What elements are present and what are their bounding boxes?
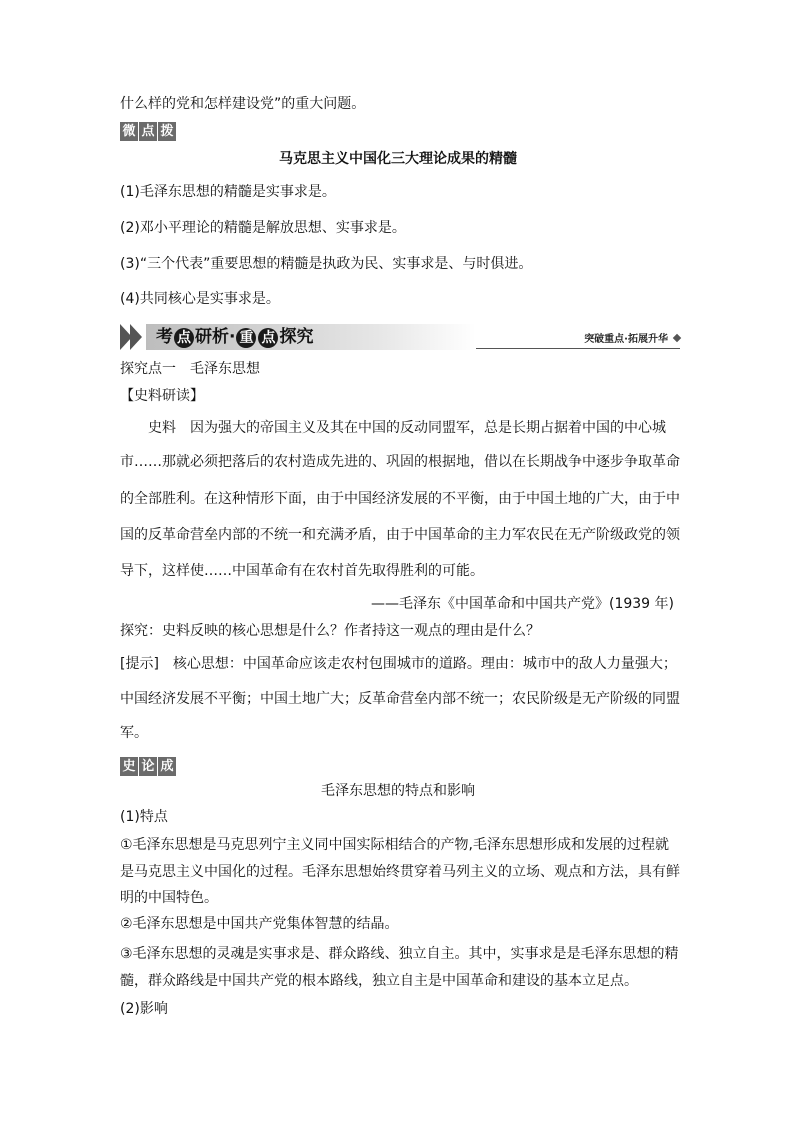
feature-line: ②毛泽东思想是中国共产党集体智慧的结晶。	[120, 916, 399, 932]
banner-title: 考 点 研析· 重 点 探究	[146, 324, 476, 350]
question: 探究：史料反映的核心思想是什么？作者持这一观点的理由是什么？	[120, 623, 540, 639]
source-line: 导下，这样使……中国革命有在农村首先取得胜利的可能。	[120, 563, 484, 579]
source-line: 的全部胜利。在这种情形下面，由于中国经济发展的不平衡，由于中国土地的广大，由于中	[120, 491, 680, 507]
tag-char: 微	[120, 122, 138, 141]
source-line: 史料 因为强大的帝国主义及其在中国的反动同盟军，总是长期占据着中国的中心城	[148, 420, 666, 436]
tag-char: 点	[139, 122, 157, 141]
tag-char: 论	[139, 757, 157, 776]
chevron-icon	[130, 324, 142, 350]
feature-line: ①毛泽东思想是马克思列宁主义同中国实际相结合的产物,毛泽东思想形成和发展的过程就	[120, 837, 669, 853]
top-line: 什么样的党和怎样建设党”的重大问题。	[120, 96, 366, 112]
history-theory-tag	[120, 757, 176, 776]
hint-line: [提示] 核心思想：中国革命应该走农村包围城市的道路。理由：城市中的敌人力量强大；	[120, 656, 677, 672]
sub-heading: (2)影响	[120, 1001, 168, 1017]
point-item: (1)毛泽东思想的精髓是实事求是。	[120, 184, 336, 200]
diamond-icon	[673, 334, 681, 342]
point-item: (3)“三个代表”重要思想的精髓是执政为民、实事求是、与时俱进。	[120, 256, 533, 272]
feature-line: 是马克思主义中国化的过程。毛泽东思想始终贯穿着马列主义的立场、观点和方法，具有鲜	[120, 864, 680, 880]
banner-rule	[476, 348, 680, 349]
section-banner	[120, 322, 680, 352]
point-item: (2)邓小平理论的精髓是解放思想、实事求是。	[120, 220, 406, 236]
source-heading: 【史料研读】	[120, 388, 204, 404]
source-citation: ——毛泽东《中国革命和中国共产党》(1939 年)	[370, 596, 674, 612]
banner-right-text: 突破重点·拓展升华	[584, 334, 668, 345]
circle-char: 点	[174, 328, 194, 348]
box-title: 马克思主义中国化三大理论成果的精髓	[279, 151, 517, 167]
box2-title: 毛泽东思想的特点和影响	[321, 783, 475, 799]
feature-line: 明的中国特色。	[120, 890, 218, 906]
tag-char: 成	[158, 757, 176, 776]
tag-char: 史	[120, 757, 138, 776]
micro-point-tag	[120, 122, 176, 141]
source-line: 国的反革命营垒内部的不统一和充满矛盾，由于中国革命的主力军农民在无产阶级政党的领	[120, 527, 680, 543]
point-item: (4)共同核心是实事求是。	[120, 291, 280, 307]
explore-point-heading: 探究点一 毛泽东思想	[120, 361, 260, 377]
hint-line: 军。	[120, 725, 148, 741]
feature-line: ③毛泽东思想的灵魂是实事求是、群众路线、独立自主。其中，实事求是是毛泽东思想的精	[120, 946, 679, 962]
circle-char: 重	[236, 328, 256, 348]
tag-char: 拨	[158, 122, 176, 141]
circle-char: 点	[258, 328, 278, 348]
sub-heading: (1)特点	[120, 809, 168, 825]
hint-line: 中国经济发展不平衡；中国土地广大；反革命营垒内部不统一；农民阶级是无产阶级的同盟	[120, 691, 680, 707]
feature-line: 髓，群众路线是中国共产党的根本路线，独立自主是中国革命和建设的基本立足点。	[120, 973, 638, 989]
source-line: 市……那就必须把落后的农村造成先进的、巩固的根据地，借以在长期战争中逐步争取革命	[120, 454, 680, 470]
